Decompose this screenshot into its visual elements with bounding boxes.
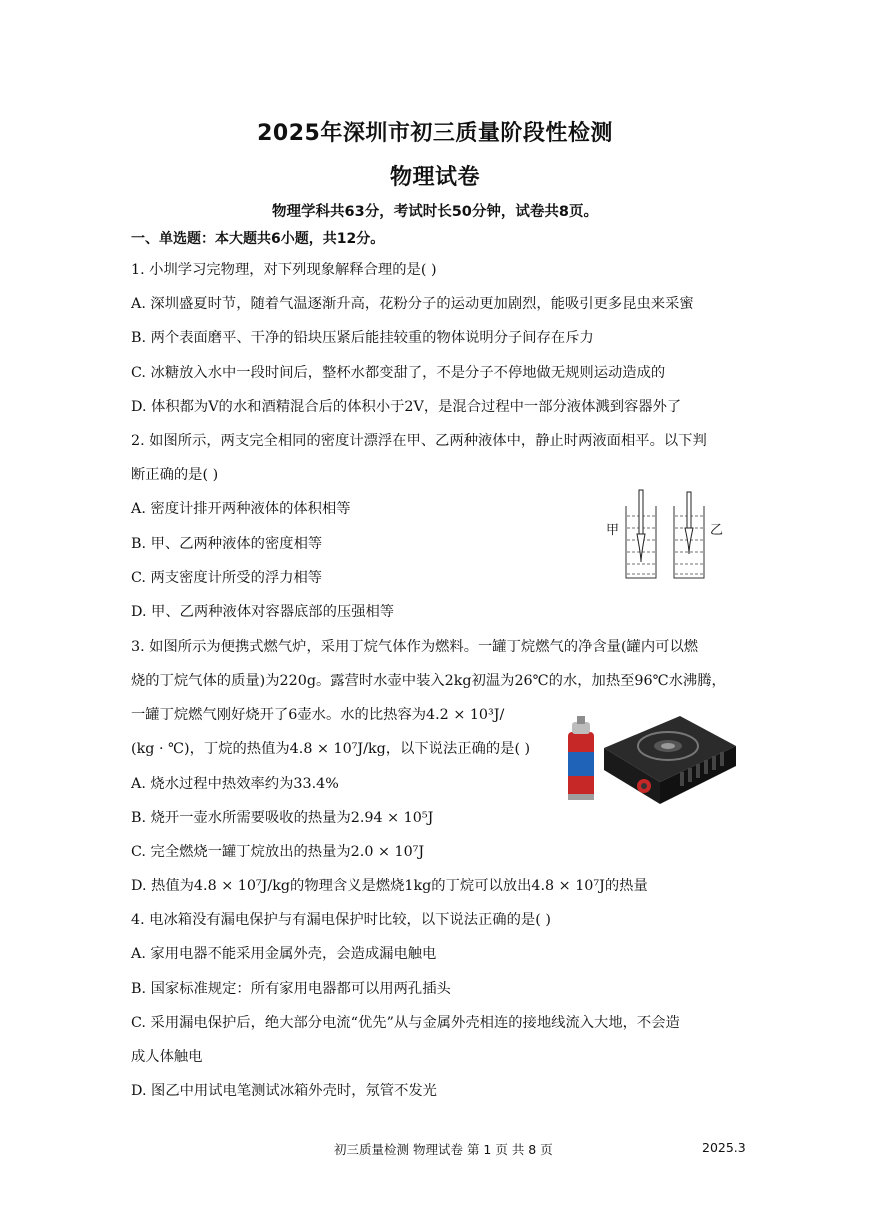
section-heading: 一、单选题：本大题共6小题，共12分。	[131, 231, 385, 247]
hydrometer-figure	[604, 486, 734, 586]
q4-option-c-line2: 成人体触电	[131, 1049, 203, 1065]
q3-option-b: B. 烧开一壶水所需要吸收的热量为2.94 × 10⁵J	[131, 810, 434, 826]
q2-option-d: D. 甲、乙两种液体对容器底部的压强相等	[131, 604, 395, 620]
gas-stove-figure	[560, 708, 740, 808]
q3-stem-line3: 一罐丁烷燃气刚好烧开了6壶水。水的比热容为4.2 × 10³J/	[131, 707, 505, 723]
q4-stem: 4. 电冰箱没有漏电保护与有漏电保护时比较，以下说法正确的是( )	[131, 912, 551, 928]
q1-option-d: D. 体积都为V的水和酒精混合后的体积小于2V，是混合过程中一部分液体溅到容器外了	[131, 399, 682, 415]
q2-option-a: A. 密度计排开两种液体的体积相等	[131, 501, 351, 517]
label-yi: 乙	[710, 523, 724, 538]
q4-option-d: D. 图乙中用试电笔测试冰箱外壳时，氖管不发光	[131, 1083, 437, 1099]
q3-stem-line1: 3. 如图所示为便携式燃气炉，采用丁烷气体作为燃料。一罐丁烷燃气的净含量(罐内可以燃	[131, 639, 699, 655]
q2-stem-line1: 2. 如图所示，两支完全相同的密度计漂浮在甲、乙两种液体中，静止时两液面相平。以下判	[131, 433, 707, 449]
q3-option-c: C. 完全燃烧一罐丁烷放出的热量为2.0 × 10⁷J	[131, 844, 425, 860]
q1-stem: 1. 小圳学习完物理，对下列现象解释合理的是( )	[131, 262, 437, 278]
exam-note: 物理学科共63分，考试时长50分钟，试卷共8页。	[272, 204, 598, 220]
q1-option-b: B. 两个表面磨平、干净的铅块压紧后能挂较重的物体说明分子间存在斥力	[131, 330, 594, 346]
q4-option-b: B. 国家标准规定：所有家用电器都可以用两孔插头	[131, 981, 451, 997]
exam-title: 2025年深圳市初三质量阶段性检测	[257, 121, 613, 146]
q3-option-d: D. 热值为4.8 × 10⁷J/kg的物理含义是燃烧1kg的丁烷可以放出4.8 × 10⁷J的热量	[131, 878, 648, 894]
subject-title: 物理试卷	[389, 165, 480, 190]
q3-stem-line2: 烧的丁烷气体的质量)为220g。露营时水壶中装入2kg初温为26℃的水，加热至96℃水沸腾，	[131, 673, 726, 689]
gas-stove-image	[560, 708, 740, 808]
q3-stem-line4: (kg · ℃)，丁烷的热值为4.8 × 10⁷J/kg，以下说法正确的是( )	[131, 741, 531, 757]
q4-option-a: A. 家用电器不能采用金属外壳，会造成漏电触电	[131, 946, 437, 962]
q2-stem-line2: 断正确的是( )	[131, 467, 219, 483]
q4-option-c-line1: C. 采用漏电保护后，绝大部分电流“优先”从与金属外壳相连的接地线流入大地，不会造	[131, 1015, 680, 1031]
page-footer: 初三质量检测 物理试卷 第 1 页 共 8 页	[334, 1142, 553, 1157]
footer-date: 2025.3	[702, 1140, 746, 1155]
q1-option-a: A. 深圳盛夏时节，随着气温逐渐升高，花粉分子的运动更加剧烈，能吸引更多昆虫来采蜜	[131, 296, 694, 312]
label-jia: 甲	[606, 523, 620, 538]
q2-option-c: C. 两支密度计所受的浮力相等	[131, 570, 323, 586]
q1-option-c: C. 冰糖放入水中一段时间后，整杯水都变甜了，不是分子不停地做无规则运动造成的	[131, 365, 666, 381]
q2-option-b: B. 甲、乙两种液体的密度相等	[131, 536, 323, 552]
q3-option-a: A. 烧水过程中热效率约为33.4%	[131, 776, 339, 792]
